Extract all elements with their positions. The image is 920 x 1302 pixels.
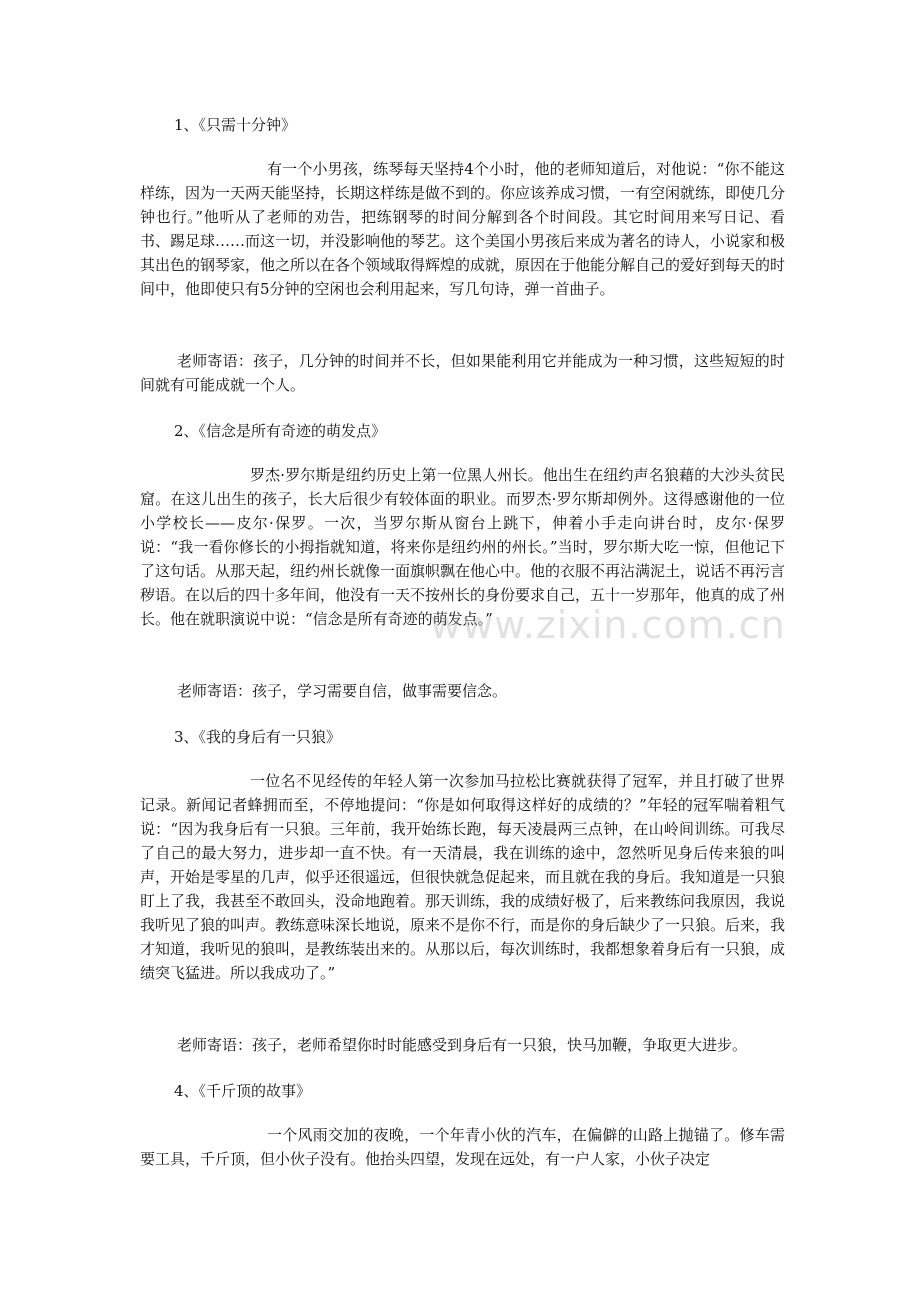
story-2-body: 罗杰·罗尔斯是纽约历史上第一位黑人州长。他出生在纽约声名狼藉的大沙头贫民窟。在这儿出生的孩子，长大后很少有较体面的职业。而罗杰·罗尔斯却例外。这得感谢他的一位小学校长——皮尔·保罗。一次，当罗尔斯从窗台上跳下，伸着小手走向讲台时，皮尔·保罗说：“我一看你修长的小拇指就知道，将来你是纽约州的州长。”当时，罗尔斯大吃一惊，但他记下了这句话。从那天起，纽约州长就像一面旗帜飘在他心中。他的衣服不再沾满泥土，说话不再污言秽语。在以后的四十多年间，他没有一天不按州长的身份要求自己，五十一岁那年，他真的成了州长。他在就职演说中说：“信念是所有奇迹的萌发点。”: [140, 466, 786, 628]
story-1-body: 有一个小男孩，练琴每天坚持4个小时，他的老师知道后，对他说：“你不能这样练，因为一天两天能坚持，长期这样练是做不到的。你应该养成习惯，一有空闲就练，即使几分钟也行。”他听从了老师的劝告，把练钢琴的时间分解到各个时间段。其它时间用来写日记、看书、踢足球……而这一切，并没影响他的琴艺。这个美国小男孩后来成为著名的诗人，小说家和极其出色的钢琴家，他之所以在各个领域取得辉煌的成就，原因在于他能分解自己的爱好到每天的时间中，他即使只有5分钟的空闲也会利用起来，写几句诗，弹一首曲子。: [140, 160, 786, 298]
story-4-title: 4、《千斤顶的故事》: [174, 1082, 312, 1100]
story-3-body: 一位名不见经传的年轻人第一次参加马拉松比赛就获得了冠军，并且打破了世界记录。新闻记者蜂拥而至，不停地提问：“你是如何取得这样好的成绩的？”年轻的冠军喘着粗气说：“因为我身后有一只狼。三年前，我开始练长跑，每天凌晨两三点钟，在山岭间训练。可我尽了自己的最大努力，进步却一直不快。有一天清晨，我在训练的途中，忽然听见身后传来狼的叫声，开始是零星的几声，似乎还很遥远，但很快就急促起来，而且就在我的身后。我知道是一只狼盯上了我，我甚至不敢回头，没命地跑着。那天训练，我的成绩好极了，后来教练问我原因，我说我听见了狼的叫声。教练意味深长地说，原来不是你不行，而是你的身后缺少了一只狼。后来，我才知道，我听见的狼叫，是教练装出来的。从那以后，每次训练时，我都想象着身后有一只狼，成绩突飞猛进。所以我成功了。”: [140, 772, 786, 982]
story-2-title: 2、《信念是所有奇迹的萌发点》: [174, 422, 387, 440]
story-1-teacher-note: 老师寄语：孩子，几分钟的时间并不长，但如果能利用它并能成为一种习惯，这些短短的时间就有可能成就一个人。: [140, 352, 785, 394]
story-2-teacher-note: 老师寄语：孩子，学习需要自信，做事需要信念。: [177, 682, 508, 700]
site-watermark: www.zixin.com.cn: [430, 603, 786, 647]
story-1-title: 1、《只需十分钟》: [174, 116, 297, 134]
story-4-body: 一个风雨交加的夜晚，一个年青小伙的汽车，在偏僻的山路上抛锚了。修车需要工具，千斤顶，但小伙子没有。他抬头四望，发现在远处，有一户人家，小伙子决定: [140, 1126, 785, 1168]
story-3-teacher-note: 老师寄语：孩子，老师希望你时时能感受到身后有一只狼，快马加鞭，争取更大进步。: [177, 1036, 748, 1054]
story-3-title: 3、《我的身后有一只狼》: [174, 728, 342, 746]
